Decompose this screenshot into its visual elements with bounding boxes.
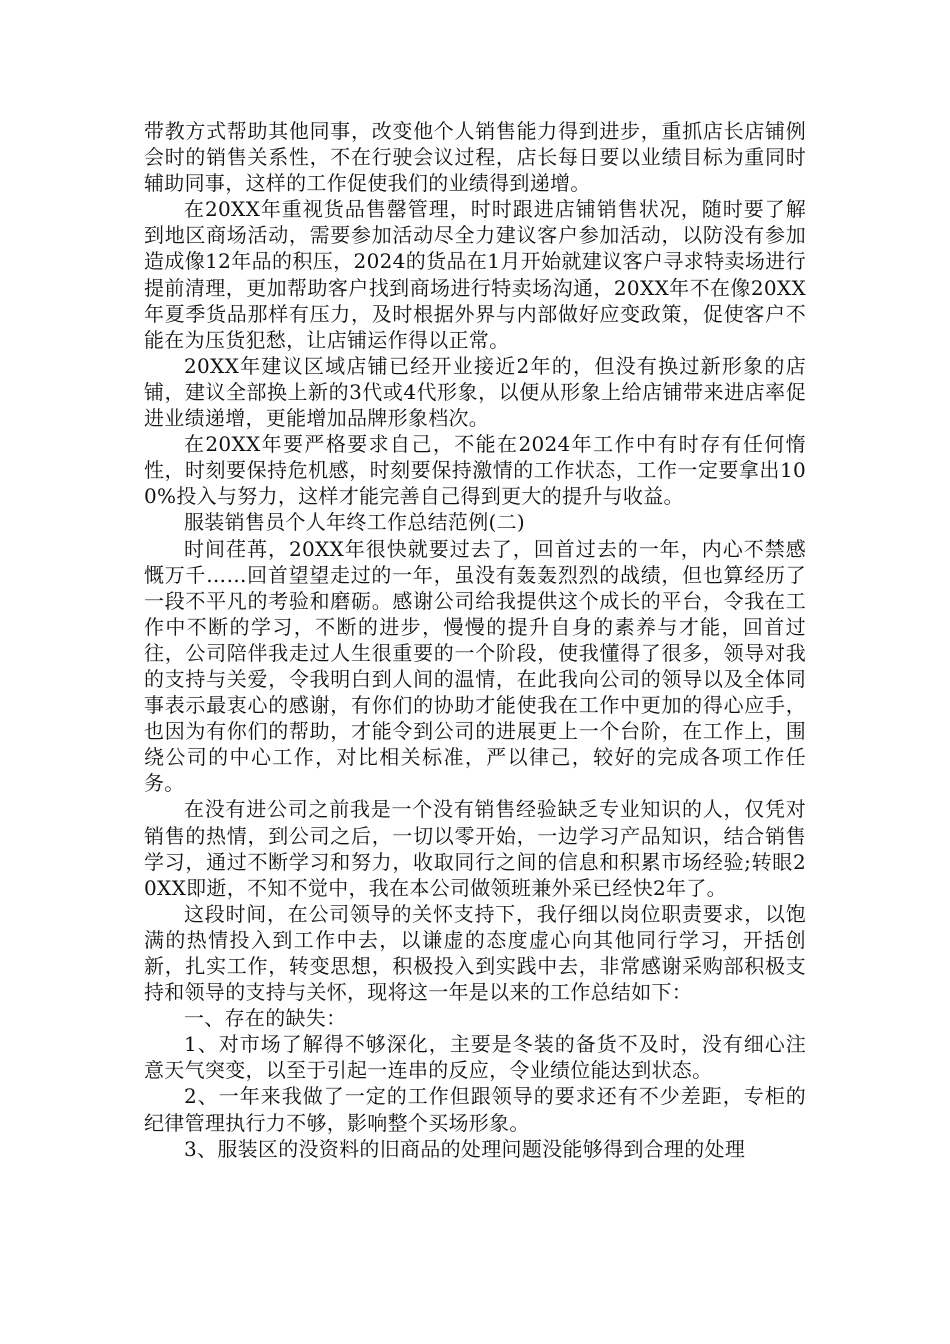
paragraph-1: 带教方式帮助其他同事，改变他个人销售能力得到进步，重抓店长店铺例会时的销售关系性，不在行驶会议过程，店长每日要以业绩目标为重同时辅助同事，这样的工作促使我们的业绩得到递增。 bbox=[144, 119, 806, 196]
paragraph-6: 在没有进公司之前我是一个没有销售经验缺乏专业知识的人，仅凭对销售的热情，到公司之后，一切以零开始，一边学习产品知识，结合销售学习，通过不断学习和努力，收取同行之间的信息和积累市场经验;转眼20XX即逝，不知不觉中，我在本公司做领班兼外采已经快2年了。 bbox=[144, 797, 806, 900]
section-heading: 服装销售员个人年终工作总结范例(二) bbox=[184, 510, 526, 535]
list-item-2: 2、一年来我做了一定的工作但跟领导的要求还有不少差距，专柜的纪律管理执行力不够，影响整个买场形象。 bbox=[144, 1084, 806, 1135]
paragraph-4: 在20XX年要严格要求自己，不能在2024年工作中有时存有任何惰性，时刻要保持危机感，时刻要保持激情的工作状态，工作一定要拿出100%投入与努力，这样才能完善自己得到更大的提升与收益。 bbox=[144, 432, 806, 509]
list-item-3: 3、服装区的没资料的旧商品的处理问题没能够得到合理的处理 bbox=[184, 1136, 746, 1161]
paragraph-2: 在20XX年重视货品售罄管理，时时跟进店铺销售状况，随时要了解到地区商场活动，需要参加活动尽全力建议客户参加活动，以防没有参加造成像12年品的积压，2024的货品在1月开始就建议客户寻求特卖场进行提前清理，更加帮助客户找到商场进行特卖场沟通，20XX年不在像20XX年夏季货品那样有压力，及时根据外界与内部做好应变政策，促使客户不能在为压货犯愁，让店铺运作得以正常。 bbox=[144, 197, 806, 352]
paragraph-3: 20XX年建议区域店铺已经开业接近2年的，但没有换过新形象的店铺，建议全部换上新的3代或4代形象，以便从形象上给店铺带来进店率促进业绩递增，更能增加品牌形象档次。 bbox=[144, 353, 806, 431]
paragraph-7: 这段时间，在公司领导的关怀支持下，我仔细以岗位职责要求，以饱满的热情投入到工作中去，以谦虚的态度虚心向其他同行学习，开括创新，扎实工作，转变思想，积极投入到实践中去，非常感谢采购部积极支持和领导的支持与关怀，现将这一年是以来的工作总结如下： bbox=[144, 901, 806, 1005]
list-item-1: 1、对市场了解得不够深化，主要是冬装的备货不及时，没有细心注意天气突变，以至于引起一连串的反应，令业绩位能达到状态。 bbox=[144, 1032, 806, 1083]
document-body bbox=[144, 118, 806, 1162]
paragraph-5: 时间荏苒，20XX年很快就要过去了，回首过去的一年，内心不禁感慨万千……回首望望走过的一年，虽没有轰轰烈烈的战绩，但也算经历了一段不平凡的考验和磨砺。感谢公司给我提供这个成长的平台，令我在工作中不断的学习，不断的进步，慢慢的提升自身的素养与才能，回首过往，公司陪伴我走过人生很重要的一个阶段，使我懂得了很多，领导对我的支持与关爱，令我明白到人间的温情，在此我向公司的领导以及全体同事表示最衷心的感谢，有你们的协助才能使我在工作中更加的得心应手，也因为有你们的帮助，才能令到公司的进展更上一个台阶，在工作上，围绕公司的中心工作，对比相关标准，严以律己，较好的完成各项工作任务。 bbox=[144, 536, 806, 796]
subheading-shortcomings: 一、存在的缺失： bbox=[184, 1006, 347, 1031]
